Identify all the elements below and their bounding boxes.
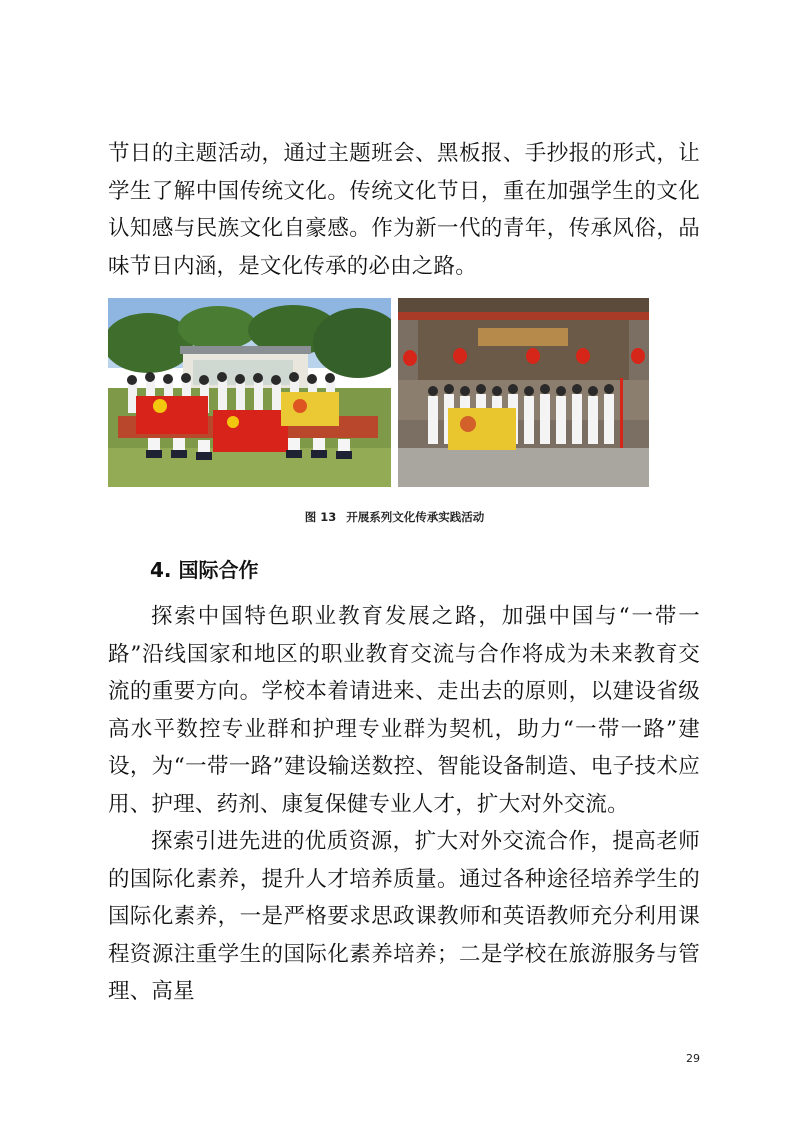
photo-outdoor-group (108, 298, 391, 487)
body-paragraph-1: 探索中国特色职业教育发展之路，加强中国与“一带一路”沿线国家和地区的职业教育交流与合作将成为未来教育交流的重要方向。学校本着请进来、走出去的原则，以建设省级高水平数控专业群和护理专业群为契机，助力“一带一路”建设，为“一带一路”建设输送数控、智能设备制造、电子技术应用、护理、药剂、康复保健专业人才，扩大对外交流。 (108, 604, 700, 817)
figure-label: 图 13 (304, 510, 337, 524)
figure-title: 开展系列文化传承实践活动 (346, 510, 485, 524)
figure-caption (0, 509, 799, 525)
section-heading: 4. 国际合作 (150, 558, 259, 582)
intro-paragraph: 节日的主题活动，通过主题班会、黑板报、手抄报的形式，让学生了解中国传统文化。传统文化节日，重在加强学生的文化认知感与民族文化自豪感。作为新一代的青年，传承风俗，品味节日内涵，是文化传承的必由之路。 (108, 141, 700, 279)
photo-temple-group (398, 298, 649, 487)
page-number: 29 (686, 1052, 700, 1065)
body-paragraph-2: 探索引进先进的优质资源，扩大对外交流合作，提高老师的国际化素养，提升人才培养质量。通过各种途径培养学生的国际化素养，一是严格要求思政课教师和英语教师充分利用课程资源注重学生的国际化素养培养；二是学校在旅游服务与管理、高星 (108, 829, 700, 1004)
